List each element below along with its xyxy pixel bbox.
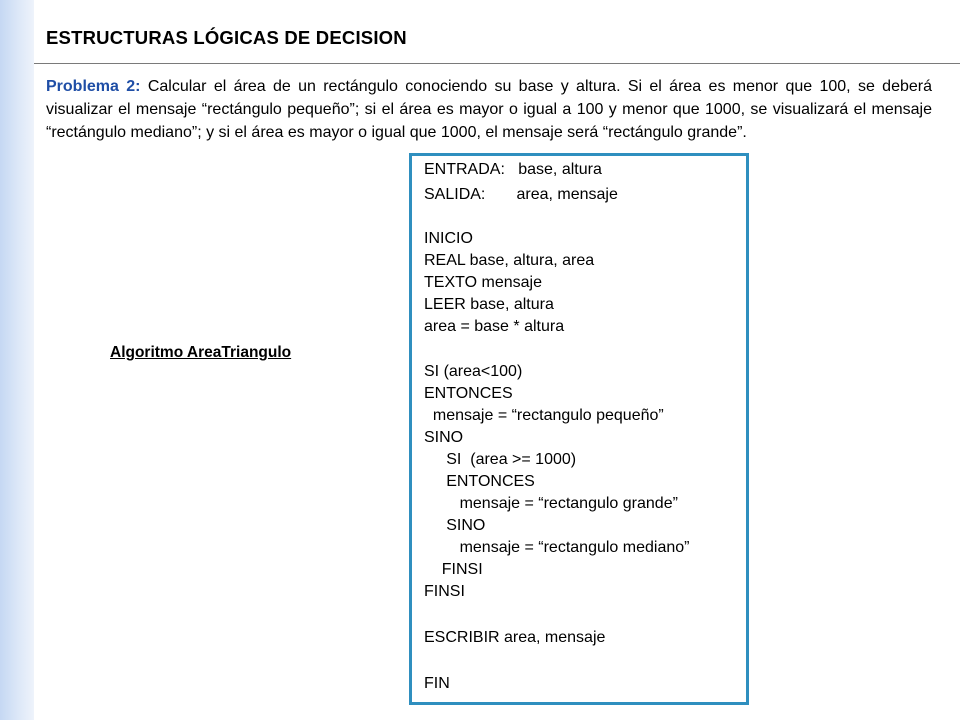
code-line-finsi: FINSI	[424, 583, 465, 600]
problem-statement	[46, 75, 932, 144]
code-line-texto: TEXTO mensaje	[424, 274, 542, 291]
code-line-sino: SINO	[424, 429, 464, 446]
code-line-entonces-inner: ENTONCES	[424, 473, 535, 490]
title-divider	[34, 63, 960, 64]
code-line-entrada: ENTRADA: base, altura	[424, 161, 602, 178]
code-line-mensaje-pequeno: mensaje = “rectangulo pequeño”	[424, 407, 664, 424]
code-line-inicio: INICIO	[424, 230, 473, 247]
slide-title: ESTRUCTURAS LÓGICAS DE DECISION	[46, 27, 407, 48]
code-line-mensaje-mediano: mensaje = “rectangulo mediano”	[424, 539, 690, 556]
problem-text: Calcular el área de un rectángulo conociendo su base y altura. Si el área es menor que 100, se deberá visualizar el mensaje “rectángulo pequeño”; si el área es mayor o igual a 100 y menor que 1000, se visualizará el mensaje “rectángulo mediano”; y si el área es mayor o igual que 1000, el mensaje será “rectángulo grande”.	[46, 78, 933, 141]
code-line-fin: FIN	[424, 675, 450, 692]
problem-label: Problema 2:	[46, 78, 141, 95]
code-line-sino-inner: SINO	[424, 517, 486, 534]
code-line-real: REAL base, altura, area	[424, 252, 595, 269]
code-line-si: SI (area<100)	[424, 363, 523, 380]
code-line-mensaje-grande: mensaje = “rectangulo grande”	[424, 495, 678, 512]
code-line-entonces: ENTONCES	[424, 385, 513, 402]
code-line-area: area = base * altura	[424, 318, 565, 335]
algorithm-title: Algoritmo AreaTriangulo	[110, 344, 292, 361]
code-line-finsi-inner: FINSI	[424, 561, 483, 578]
code-line-escribir: ESCRIBIR area, mensaje	[424, 629, 606, 646]
code-line-leer: LEER base, altura	[424, 296, 554, 313]
algorithm-box	[409, 153, 749, 705]
code-line-salida: SALIDA: area, mensaje	[424, 186, 618, 203]
left-accent-bar	[0, 0, 34, 720]
code-line-si-inner: SI (area >= 1000)	[424, 451, 577, 468]
